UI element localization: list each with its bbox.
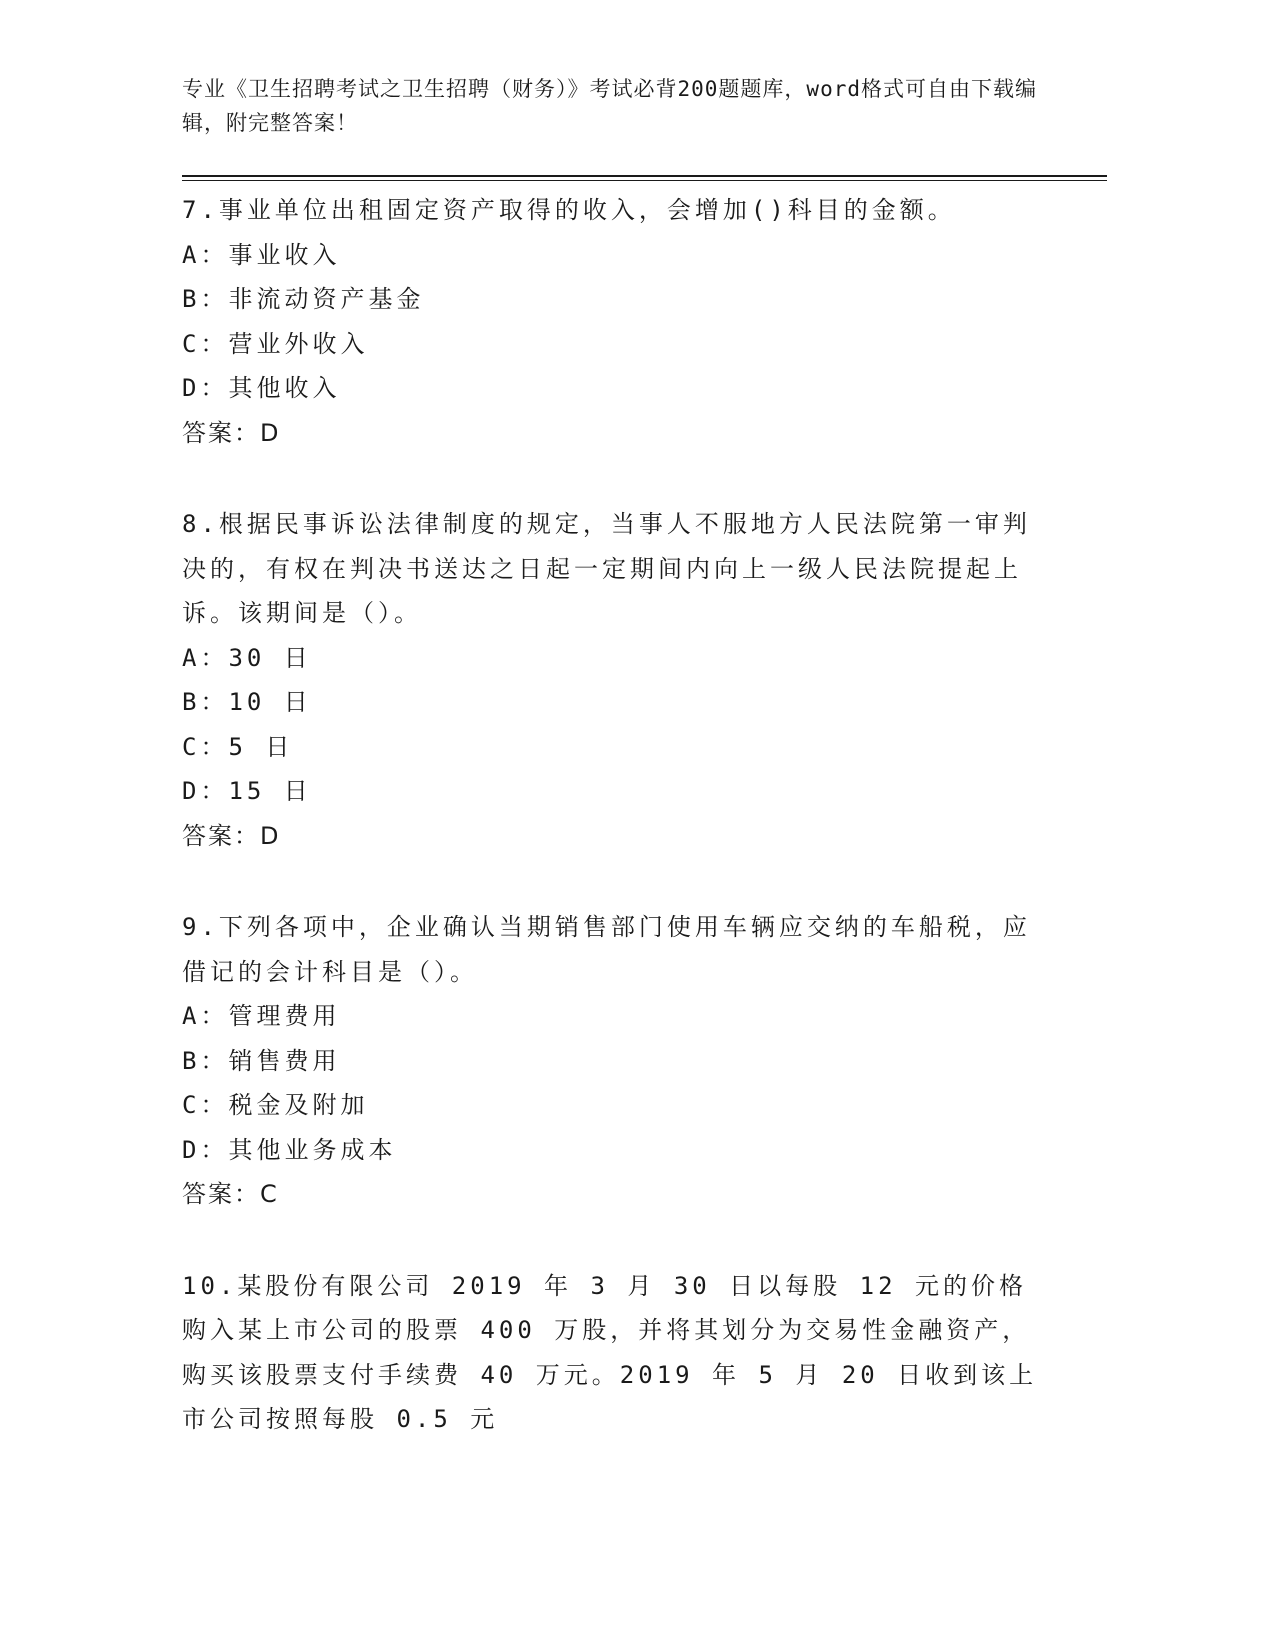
question-list bbox=[182, 188, 1042, 1489]
option-d: D：其他业务成本 bbox=[182, 1135, 397, 1164]
option-a: A：管理费用 bbox=[182, 1002, 341, 1030]
question-7 bbox=[182, 188, 1042, 455]
option-b: B：销售费用 bbox=[182, 1046, 341, 1075]
question-10 bbox=[182, 1264, 1042, 1442]
answer-line: 答案：D bbox=[182, 418, 281, 447]
option-d: D：其他收入 bbox=[182, 374, 341, 402]
question-stem: 7.事业单位出租固定资产取得的收入，会增加()科目的金额。 bbox=[182, 196, 956, 224]
question-9 bbox=[182, 905, 1042, 1217]
option-c: C：税金及附加 bbox=[182, 1091, 369, 1119]
header-divider-thick bbox=[182, 175, 1107, 177]
question-stem: 10.某股份有限公司 2019 年 3 月 30 日以每股 12 元的价格购入某上市公司的股票 400 万股，并将其划分为交易性金融资产，购买该股票支付手续费 40 万元。2019 年 5 月 20 日收到该上市公司按照每股 0.5 元 bbox=[182, 1271, 1038, 1433]
option-a: A：30 日 bbox=[182, 643, 312, 672]
option-d: D：15 日 bbox=[182, 777, 312, 805]
question-8 bbox=[182, 502, 1042, 858]
option-c: C：营业外收入 bbox=[182, 329, 369, 358]
question-stem: 8.根据民事诉讼法律制度的规定，当事人不服地方人民法院第一审判决的，有权在判决书送达之日起一定期间内向上一级人民法院提起上诉。该期间是（）。 bbox=[182, 510, 1031, 627]
option-a: A：事业收入 bbox=[182, 240, 341, 269]
question-stem: 9.下列各项中，企业确认当期销售部门使用车辆应交纳的车船税，应借记的会计科目是（）。 bbox=[182, 913, 1031, 986]
option-b: B：10 日 bbox=[182, 688, 312, 716]
option-c: C：5 日 bbox=[182, 732, 294, 761]
header-divider-thin bbox=[182, 180, 1107, 181]
answer-line: 答案：C bbox=[182, 1180, 279, 1208]
answer-line: 答案：D bbox=[182, 821, 281, 850]
document-header: 专业《卫生招聘考试之卫生招聘（财务）》考试必背200题题库，word格式可自由下载编辑，附完整答案！ bbox=[182, 77, 1037, 135]
option-b: B：非流动资产基金 bbox=[182, 285, 425, 313]
